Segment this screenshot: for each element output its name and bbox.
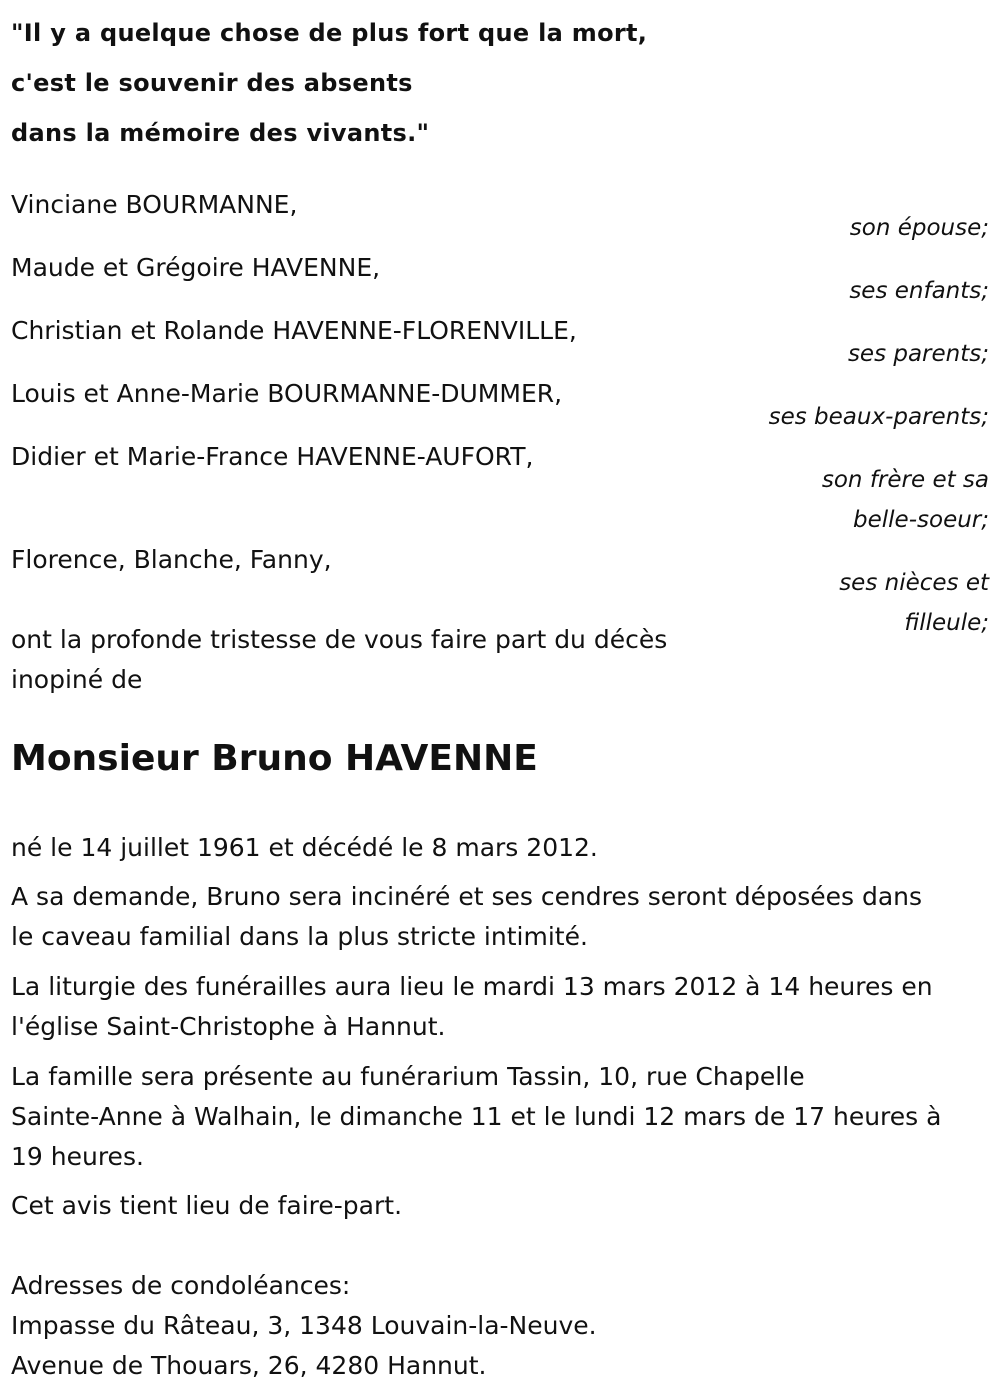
quote-line: dans la mémoire des vivants." — [11, 119, 430, 147]
announcement-text — [11, 620, 986, 700]
family-role-spouse: son épouse; — [849, 215, 989, 241]
birth-death-dates: né le 14 juillet 1961 et décédé le 8 mars 2012. — [11, 833, 598, 862]
family-role-sibling-cont: belle-soeur; — [853, 507, 989, 533]
paragraph-line: Sainte-Anne à Walhain, le dimanche 11 et le lundi 12 mars de 17 heures à — [11, 1102, 942, 1131]
family-names-spouse: Vinciane BOURMANNE, — [11, 190, 298, 219]
notice-text: Cet avis tient lieu de faire-part. — [11, 1191, 403, 1220]
paragraph-line: l'église Saint-Christophe à Hannut. — [11, 1012, 446, 1041]
paragraph-line: La liturgie des funérailles aura lieu le mardi 13 mars 2012 à 14 heures en — [11, 972, 933, 1001]
family-names-in-laws: Louis et Anne-Marie BOURMANNE-DUMMER, — [11, 379, 563, 408]
condolences-heading: Adresses de condoléances: — [11, 1271, 351, 1300]
visitation-paragraph — [11, 1057, 986, 1177]
announcement-line: inopiné de — [11, 665, 143, 694]
family-role-sibling: son frère et sa — [821, 467, 989, 493]
family-names-parents: Christian et Rolande HAVENNE-FLORENVILLE, — [11, 316, 577, 345]
quote-line: c'est le souvenir des absents — [11, 69, 413, 97]
family-role-parents: ses parents; — [847, 341, 989, 367]
paragraph-line: le caveau familial dans la plus stricte intimité. — [11, 922, 588, 951]
deceased-name: Monsieur Bruno HAVENNE — [11, 738, 538, 779]
family-role-nieces: ses nièces et — [839, 570, 989, 596]
family-role-nieces-cont: filleule; — [904, 610, 989, 636]
condolences-block — [11, 1266, 986, 1386]
liturgy-paragraph — [11, 967, 986, 1047]
condolences-address: Avenue de Thouars, 26, 4280 Hannut. — [11, 1351, 487, 1380]
opening-quote — [11, 8, 647, 158]
family-names-sibling: Didier et Marie-France HAVENNE-AUFORT, — [11, 442, 534, 471]
quote-line: "Il y a quelque chose de plus fort que la mort, — [11, 19, 648, 47]
family-names-nieces: Florence, Blanche, Fanny, — [11, 545, 332, 574]
paragraph-line: A sa demande, Bruno sera incinéré et ses cendres seront déposées dans — [11, 882, 923, 911]
paragraph-line: La famille sera présente au funérarium Tassin, 10, rue Chapelle — [11, 1062, 805, 1091]
announcement-line: ont la profonde tristesse de vous faire part du décès — [11, 625, 668, 654]
family-role-in-laws: ses beaux-parents; — [768, 404, 989, 430]
condolences-address: Impasse du Râteau, 3, 1348 Louvain-la-Neuve. — [11, 1311, 597, 1340]
cremation-paragraph — [11, 877, 986, 957]
family-role-children: ses enfants; — [849, 278, 989, 304]
family-names-children: Maude et Grégoire HAVENNE, — [11, 253, 381, 282]
paragraph-line: 19 heures. — [11, 1142, 144, 1171]
